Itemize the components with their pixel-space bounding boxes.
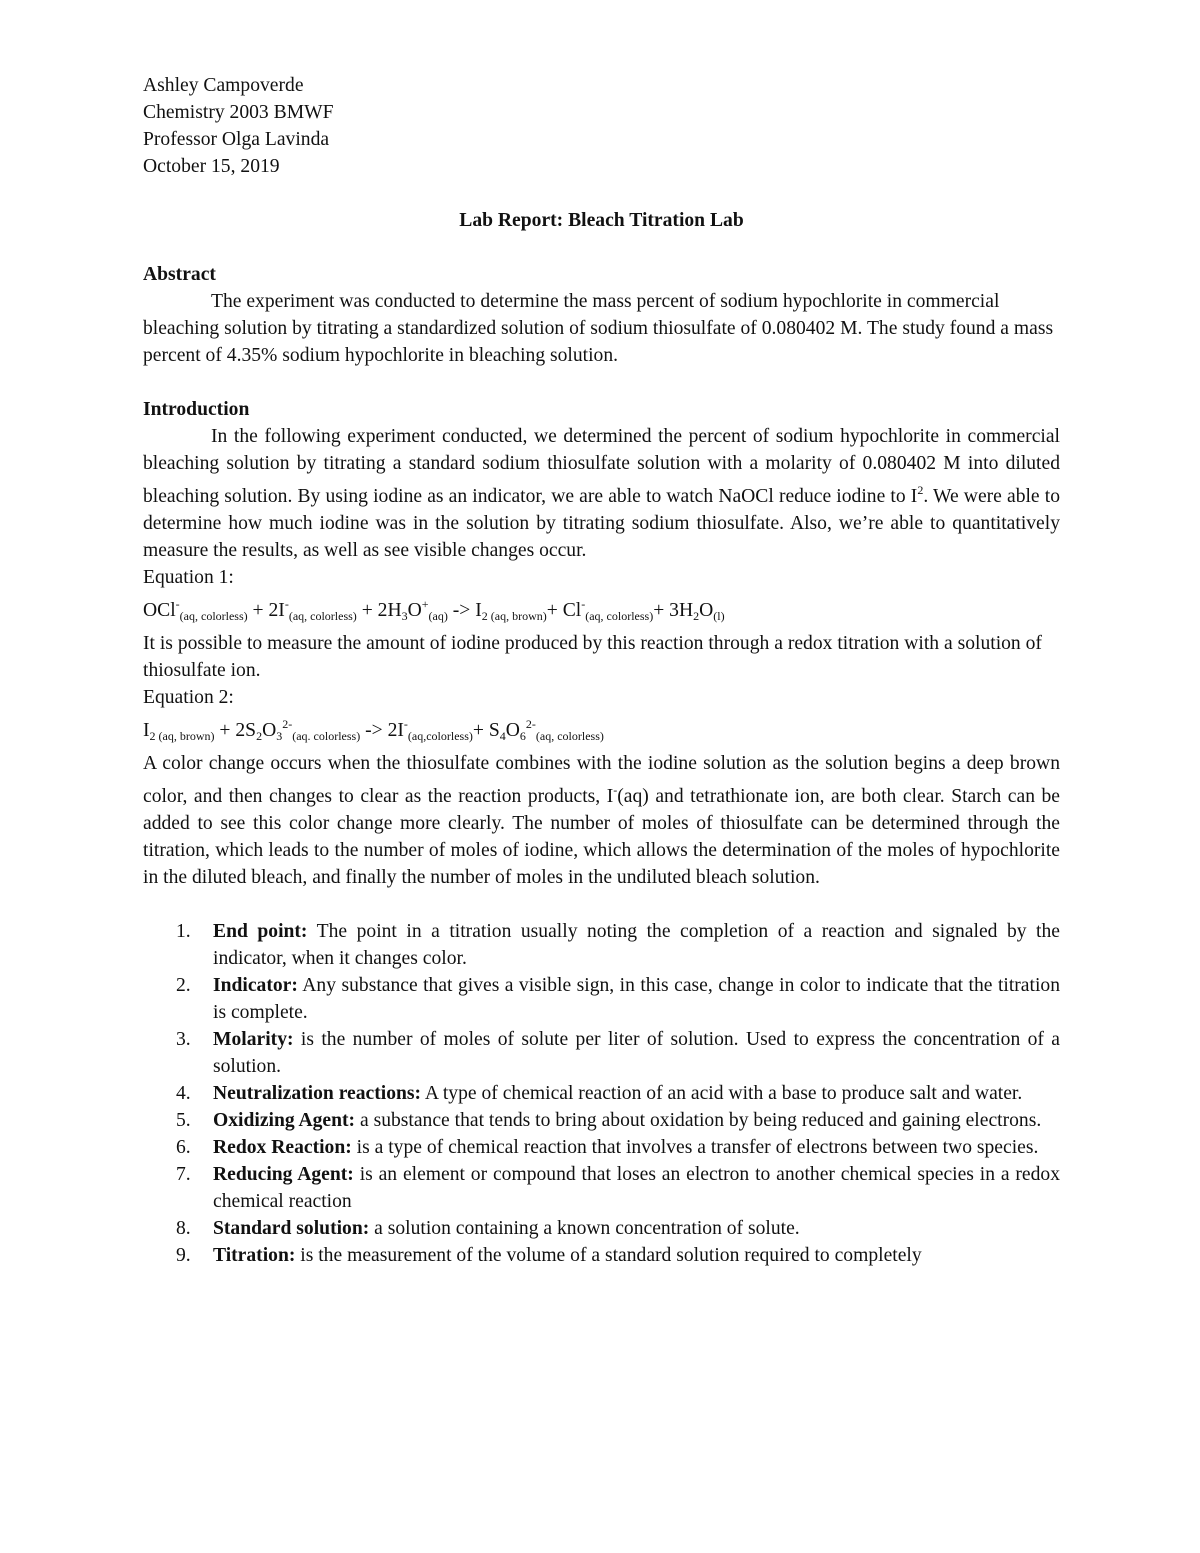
definitions-list [143,918,1060,1269]
list-item-number: 2. [176,975,191,996]
course-name: Chemistry 2003 BMWF [143,102,334,123]
definition-term: Redox Reaction: [213,1137,352,1158]
introduction-heading: Introduction [143,399,250,420]
introduction-paragraph-1: In the following experiment conducted, we determined the percent of sodium hypochlorite in commercial bleaching solution by titrating a standard sodium thiosulfate solution with a molarity of 0.080402 M into diluted bleaching solution. By using iodine as an indicator, we are able to watch NaOCl reduce iodine to $I^2$. We were able to determine how much iodine was in the solution by titrating sodium thiosulfate. Also, we’re able to quantitatively measure the results, as well as see visible changes occur. [143,426,1061,561]
definition-text: is an element or compound that loses an electron to another chemical species in a redox chemical reaction [213,1164,1060,1212]
list-item [143,1080,1060,1107]
abstract-heading: Abstract [143,264,216,285]
definition-term: Oxidizing Agent: [213,1110,356,1131]
list-item-number: 5. [176,1110,191,1131]
definition-text: is the measurement of the volume of a standard solution required to completely [295,1245,922,1266]
list-item-number: 6. [176,1137,191,1158]
list-item-number: 3. [176,1029,191,1050]
definition-text: is the number of moles of solute per liter of solution. Used to express the concentration of a solution. [213,1029,1060,1077]
list-item-number: 9. [176,1245,191,1266]
definition-term: End point: [213,921,308,942]
professor-name: Professor Olga Lavinda [143,129,330,150]
definition-text: A type of chemical reaction of an acid with a base to produce salt and water. [421,1083,1023,1104]
list-item [143,1215,1060,1242]
equation-2-label: Equation 2: [143,687,234,708]
header-block [143,72,1060,180]
equation-1-label: Equation 1: [143,567,234,588]
definition-text: Any substance that gives a visible sign, in this case, change in color to indicate that the titration is complete. [213,975,1060,1023]
list-item [143,1242,1060,1269]
list-item-number: 8. [176,1218,191,1239]
report-title: Lab Report: Bleach Titration Lab [459,210,744,231]
definition-text: is a type of chemical reaction that involves a transfer of electrons between two species. [351,1137,1039,1158]
definition-term: Titration: [213,1245,296,1266]
report-date: October 15, 2019 [143,156,280,177]
abstract-text: The experiment was conducted to determine the mass percent of sodium hypochlorite in commercial bleaching solution by titrating a standardized solution of sodium thiosulfate of 0.080402 M. The study found a mass percent of 4.35% sodium hypochlorite in bleaching solution. [143,291,1054,366]
introduction-paragraph-2: It is possible to measure the amount of iodine produced by this reaction through a redox titration with a solution of thiosulfate ion. [143,633,1042,681]
equation-2: $I_{2 (aq, brown)} + 2S_2O_3^{2-}_{(aq. colorless)} -> 2I^-_{(aq,colorless)}+ S_4O_6^{2-}_{(aq, colorless)}$ [143,717,604,743]
introduction-paragraph-3: A color change occurs when the thiosulfate combines with the iodine solution as the solution begins a deep brown color, and then changes to clear as the reaction products, I-(aq) and tetrathionate ion, are both clear. Starch can be added to see this color change more clearly. The number of moles of thiosulfate can be determined through the titration, which leads to the number of moles of iodine, which allows the determination of the moles of hypochlorite in the diluted bleach, and finally the number of moles in the undiluted bleach solution. [143,753,1060,888]
list-item-number: 1. [176,921,191,942]
definition-term: Reducing Agent: [213,1164,354,1185]
list-item [143,1161,1060,1215]
list-item [143,972,1060,1026]
definition-term: Indicator: [213,975,298,996]
list-item [143,1026,1060,1080]
definition-text: The point in a titration usually noting the completion of a reaction and signaled by the indicator, when it changes color. [213,921,1060,969]
equation-1: $OCl^-_{(aq, colorless)} + 2I^-_{(aq, colorless)} + 2H_3O^+_{(aq)} -> I_{2 (aq, brown)}+ Cl^-_{(aq, colorless)}+ 3H_2O_{(l)}$ [143,597,725,623]
document-body [143,72,1060,1269]
list-item [143,1107,1060,1134]
list-item [143,918,1060,972]
definition-text: a substance that tends to bring about oxidation by being reduced and gaining electrons. [355,1110,1042,1131]
list-item [143,1134,1060,1161]
definition-text: a solution containing a known concentration of solute. [369,1218,800,1239]
definition-term: Molarity: [213,1029,294,1050]
definition-term: Neutralization reactions: [213,1083,422,1104]
definition-term: Standard solution: [213,1218,370,1239]
list-item-number: 4. [176,1083,191,1104]
list-item-number: 7. [176,1164,191,1185]
author-name: Ashley Campoverde [143,75,304,96]
